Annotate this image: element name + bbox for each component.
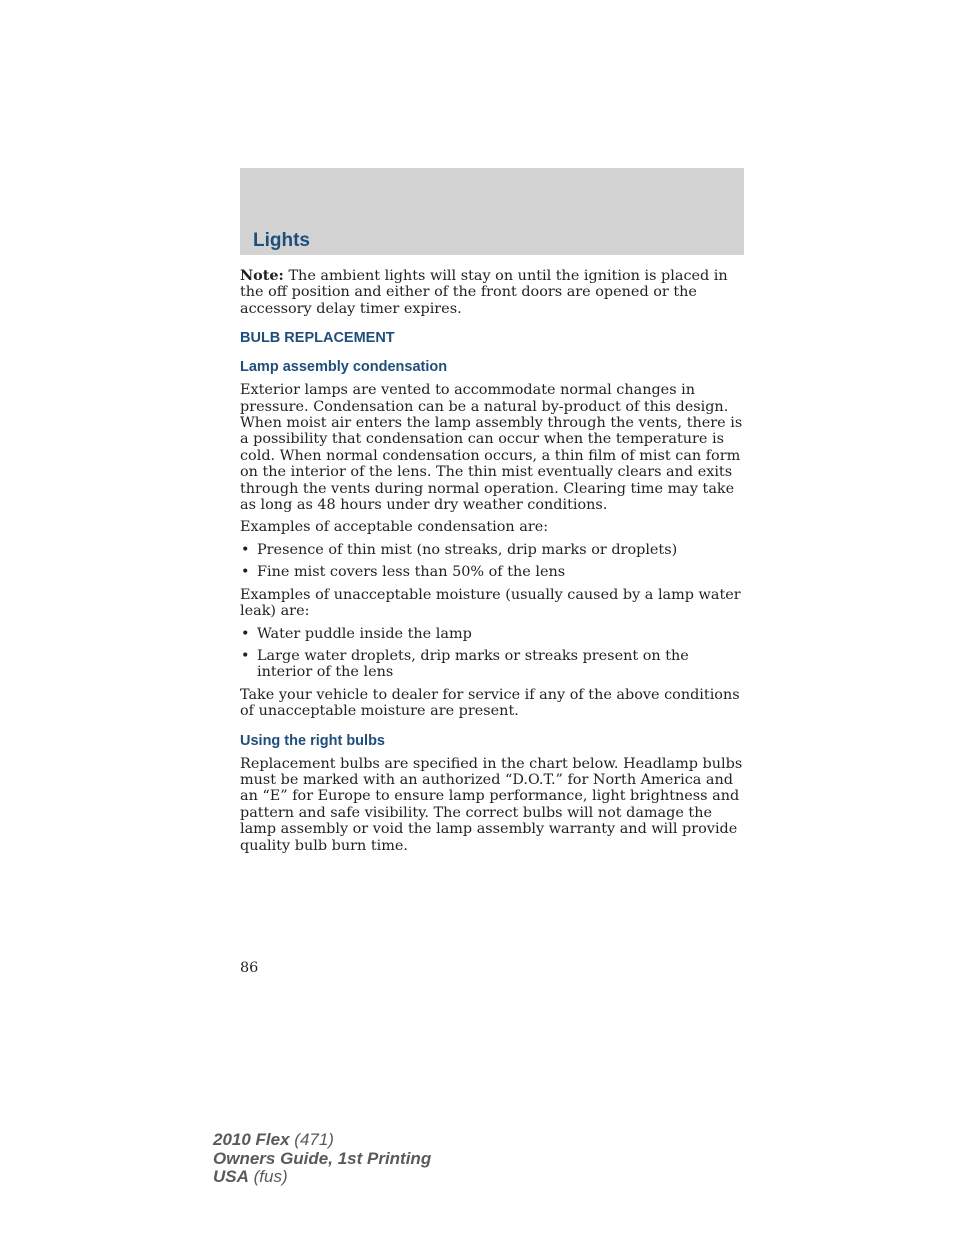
bullet-icon: • xyxy=(241,564,250,581)
footer-line-region xyxy=(213,1168,431,1187)
section-title: BULB REPLACEMENT xyxy=(240,330,395,347)
footer-line-printing: Owners Guide, 1st Printing xyxy=(213,1148,432,1168)
footer-region-code: (fus) xyxy=(248,1167,288,1186)
list-item xyxy=(240,626,744,642)
note-paragraph xyxy=(240,268,744,317)
acceptable-intro: Examples of acceptable condensation are: xyxy=(240,519,549,536)
footer-region: USA xyxy=(213,1167,249,1186)
document-footer xyxy=(213,1131,431,1187)
service-note: Take your vehicle to dealer for service if any of the above conditions of unacceptable moisture are present. xyxy=(240,686,740,720)
footer-line-model xyxy=(213,1131,431,1150)
acceptable-list xyxy=(240,542,744,581)
bullet-icon: • xyxy=(241,647,250,664)
list-item xyxy=(240,564,744,580)
bullet-icon: • xyxy=(241,625,250,642)
bullet-icon: • xyxy=(241,541,250,558)
note-label: Note: xyxy=(240,267,284,284)
condensation-heading: Lamp assembly condensation xyxy=(240,359,448,376)
unacceptable-list xyxy=(240,626,744,681)
footer-model: 2010 Flex xyxy=(213,1130,290,1149)
list-item-text: Water puddle inside the lamp xyxy=(257,625,472,642)
bulbs-text: Replacement bulbs are specified in the chart below. Headlamp bulbs must be marked with an authorized “D.O.T.” for North America and an “E” for Europe to ensure lamp performance, light brightness and pattern and safe visibility. The correct bulbs will not damage the lamp assembly or void the lamp assembly warranty and will provide quality bulb burn time. xyxy=(240,755,743,854)
list-item-text: Presence of thin mist (no streaks, drip marks or droplets) xyxy=(257,541,678,558)
bulbs-heading: Using the right bulbs xyxy=(240,732,385,749)
page-number: 86 xyxy=(240,960,259,976)
chapter-title: Lights xyxy=(253,230,310,251)
unacceptable-intro: Examples of unacceptable moisture (usually caused by a lamp water leak) are: xyxy=(240,586,741,620)
page-content xyxy=(240,268,744,860)
list-item xyxy=(240,542,744,558)
list-item-text: Fine mist covers less than 50% of the lens xyxy=(257,564,566,581)
footer-model-code: (471) xyxy=(289,1130,334,1149)
list-item-text: Large water droplets, drip marks or streaks present on the interior of the lens xyxy=(257,647,689,681)
note-text: The ambient lights will stay on until the ignition is placed in the off position and either of the front doors are opened or the accessory delay timer expires. xyxy=(240,268,728,317)
condensation-intro: Exterior lamps are vented to accommodate normal changes in pressure. Condensation can be a natural by-product of this design. When moist air enters the lamp assembly through the vents, there is a possibility that condensation can occur when the temperature is cold. When normal condensation occurs, a thin film of mist can form on the interior of the lens. The thin mist eventually clears and exits through the vents during normal operation. Clearing time may take as long as 48 hours under dry weather conditions. xyxy=(240,382,743,514)
chapter-header-band xyxy=(240,168,744,255)
list-item xyxy=(240,648,744,681)
